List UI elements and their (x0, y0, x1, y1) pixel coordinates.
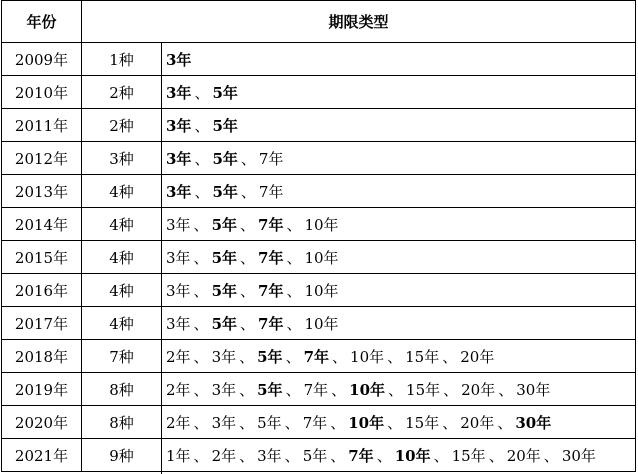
term-count-cell: 4种 (82, 208, 162, 241)
term-separator: 、 (193, 281, 209, 300)
term-item: 2年 (211, 446, 237, 465)
term-item: 2年 (166, 347, 191, 366)
table-row (2, 340, 636, 373)
term-separator: 、 (388, 380, 404, 399)
term-separator: 、 (284, 413, 300, 432)
term-item: 5年 (211, 314, 237, 333)
year-cell: 2010年 (2, 76, 82, 109)
table-row (2, 43, 636, 76)
term-separator: 、 (240, 215, 256, 234)
term-item: 3年 (257, 446, 282, 465)
term-separator: 、 (331, 380, 347, 399)
term-separator: 、 (498, 380, 514, 399)
term-item: 7年 (302, 413, 328, 432)
term-separator: 、 (239, 413, 255, 432)
term-item: 5年 (212, 83, 238, 102)
term-list-cell (162, 208, 636, 241)
term-item: 15年 (405, 347, 440, 366)
year-cell: 2016年 (2, 274, 82, 307)
term-count-cell: 4种 (82, 241, 162, 274)
term-item: 5年 (211, 248, 237, 267)
term-separator: 、 (193, 380, 209, 399)
term-item: 7年 (258, 149, 284, 168)
term-list-cell (162, 241, 636, 274)
year-cell: 2019年 (2, 373, 82, 406)
table-row (2, 307, 636, 340)
term-item: 10年 (304, 314, 339, 333)
term-count-cell: 8种 (82, 373, 162, 406)
term-item: 30年 (515, 413, 552, 432)
year-cell: 2017年 (2, 307, 82, 340)
term-list-cell (162, 109, 636, 142)
term-item: 3年 (166, 50, 192, 69)
term-item: 2年 (166, 380, 191, 399)
term-item: 10年 (304, 248, 339, 267)
term-item: 10年 (394, 446, 431, 465)
table-row (2, 439, 636, 472)
term-list-cell (162, 340, 636, 373)
term-item: 5年 (257, 413, 282, 432)
term-separator: 、 (284, 446, 300, 465)
term-item: 3年 (166, 149, 192, 168)
term-item: 7年 (303, 380, 329, 399)
term-separator: 、 (488, 446, 504, 465)
term-list-cell (162, 175, 636, 208)
term-count-cell: 4种 (82, 175, 162, 208)
term-item: 5年 (257, 380, 283, 399)
term-separator: 、 (240, 281, 256, 300)
term-separator: 、 (193, 413, 209, 432)
term-item: 3年 (166, 215, 191, 234)
term-separator: 、 (193, 446, 209, 465)
term-item: 7年 (348, 446, 374, 465)
term-separator: 、 (443, 380, 459, 399)
term-separator: 、 (239, 380, 255, 399)
column-divider (161, 42, 162, 474)
table-row (2, 142, 636, 175)
term-separator: 、 (193, 215, 209, 234)
term-item: 5年 (211, 215, 237, 234)
term-separator: 、 (193, 248, 209, 267)
term-item: 5年 (302, 446, 328, 465)
table-row (2, 175, 636, 208)
header-year: 年份 (2, 1, 82, 43)
year-cell: 2021年 (2, 439, 82, 472)
term-item: 5年 (212, 116, 238, 135)
table-row (2, 373, 636, 406)
term-item: 30年 (561, 446, 596, 465)
term-types-table (1, 0, 636, 472)
term-count-cell: 9种 (82, 439, 162, 472)
term-separator: 、 (286, 314, 302, 333)
term-list-cell (162, 439, 636, 472)
term-separator: 、 (194, 116, 210, 135)
term-separator: 、 (239, 347, 255, 366)
term-separator: 、 (194, 83, 210, 102)
term-item: 3年 (166, 83, 192, 102)
term-separator: 、 (194, 149, 210, 168)
term-item: 10年 (350, 347, 385, 366)
term-item: 15年 (451, 446, 486, 465)
term-item: 5年 (212, 149, 238, 168)
term-count-cell: 1种 (82, 43, 162, 76)
term-item: 3年 (166, 116, 192, 135)
term-item: 3年 (211, 413, 237, 432)
term-list-cell (162, 373, 636, 406)
term-separator: 、 (240, 314, 256, 333)
term-count-cell: 2种 (82, 76, 162, 109)
term-list-cell (162, 406, 636, 439)
term-separator: 、 (285, 380, 301, 399)
term-separator: 、 (286, 281, 302, 300)
term-item: 30年 (516, 380, 551, 399)
term-item: 7年 (258, 215, 284, 234)
term-count-cell: 3种 (82, 142, 162, 175)
term-item: 7年 (258, 314, 284, 333)
term-count-cell: 4种 (82, 307, 162, 340)
term-item: 10年 (304, 281, 339, 300)
term-list-cell (162, 307, 636, 340)
year-cell: 2011年 (2, 109, 82, 142)
year-cell: 2012年 (2, 142, 82, 175)
year-cell: 2018年 (2, 340, 82, 373)
table-row (2, 241, 636, 274)
term-item: 20年 (460, 347, 495, 366)
term-item: 5年 (211, 281, 237, 300)
term-item: 7年 (258, 248, 284, 267)
term-item: 3年 (166, 248, 191, 267)
term-list-cell (162, 43, 636, 76)
term-separator: 、 (376, 446, 392, 465)
term-count-cell: 7种 (82, 340, 162, 373)
term-item: 10年 (348, 413, 385, 432)
term-item: 7年 (258, 182, 284, 201)
term-item: 7年 (258, 281, 284, 300)
term-item: 15年 (405, 413, 440, 432)
term-separator: 、 (240, 248, 256, 267)
term-count-cell: 8种 (82, 406, 162, 439)
year-cell: 2015年 (2, 241, 82, 274)
term-separator: 、 (442, 347, 458, 366)
term-separator: 、 (330, 413, 346, 432)
term-separator: 、 (330, 446, 346, 465)
term-separator: 、 (497, 413, 513, 432)
header-row (2, 1, 636, 43)
term-item: 20年 (461, 380, 496, 399)
term-separator: 、 (193, 314, 209, 333)
year-cell: 2020年 (2, 406, 82, 439)
year-cell: 2013年 (2, 175, 82, 208)
term-item: 7年 (303, 347, 330, 366)
term-list-cell (162, 274, 636, 307)
term-list-cell (162, 142, 636, 175)
table-row (2, 274, 636, 307)
table-body (2, 43, 636, 472)
term-separator: 、 (193, 347, 209, 366)
table-header (2, 1, 636, 43)
year-cell: 2009年 (2, 43, 82, 76)
term-item: 10年 (304, 215, 339, 234)
term-item: 15年 (406, 380, 441, 399)
term-item: 5年 (212, 182, 238, 201)
header-term-types: 期限类型 (82, 1, 636, 43)
term-item: 3年 (211, 380, 237, 399)
term-item: 20年 (460, 413, 495, 432)
table-row (2, 406, 636, 439)
year-cell: 2014年 (2, 208, 82, 241)
term-list-cell (162, 76, 636, 109)
term-separator: 、 (240, 182, 256, 201)
term-separator: 、 (239, 446, 255, 465)
term-separator: 、 (332, 347, 348, 366)
term-item: 1年 (166, 446, 191, 465)
term-count-cell: 4种 (82, 274, 162, 307)
term-item: 3年 (211, 347, 237, 366)
term-separator: 、 (433, 446, 449, 465)
term-separator: 、 (286, 248, 302, 267)
term-item: 20年 (506, 446, 541, 465)
term-item: 2年 (166, 413, 191, 432)
term-separator: 、 (442, 413, 458, 432)
term-item: 10年 (349, 380, 386, 399)
term-count-cell: 2种 (82, 109, 162, 142)
term-separator: 、 (387, 413, 403, 432)
term-item: 3年 (166, 281, 191, 300)
term-separator: 、 (286, 215, 302, 234)
term-separator: 、 (285, 347, 301, 366)
term-item: 3年 (166, 314, 191, 333)
term-separator: 、 (387, 347, 403, 366)
term-item: 3年 (166, 182, 192, 201)
table-row (2, 109, 636, 142)
term-separator: 、 (240, 149, 256, 168)
table-row (2, 208, 636, 241)
term-separator: 、 (543, 446, 559, 465)
table-row (2, 76, 636, 109)
term-separator: 、 (194, 182, 210, 201)
term-item: 5年 (257, 347, 283, 366)
